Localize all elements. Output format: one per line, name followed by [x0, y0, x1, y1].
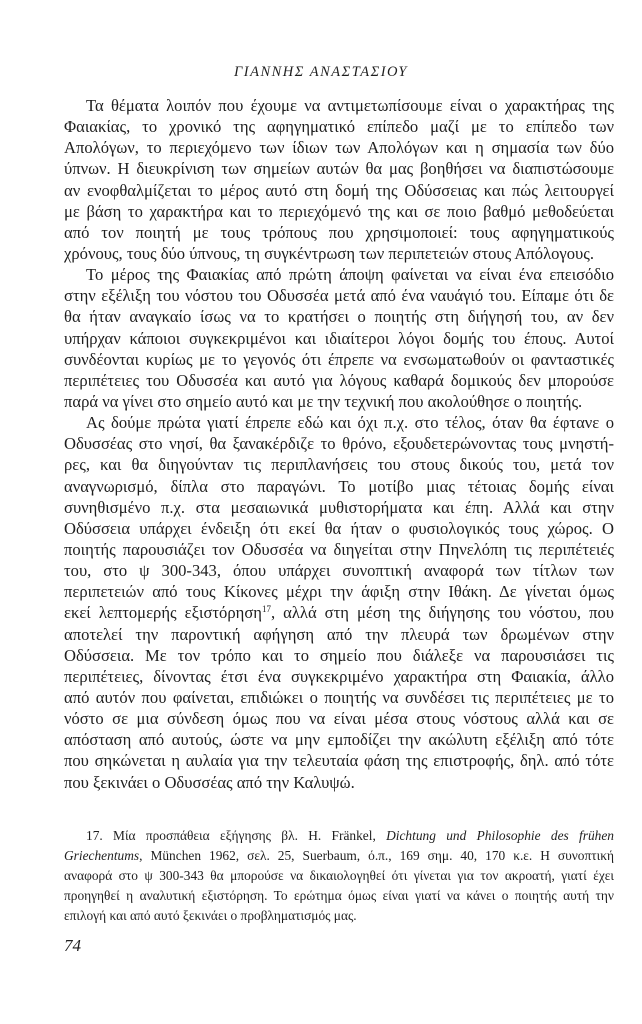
- text-line: που σηκώνεται η αυλαία για την τελευταία φάση της επιστροφής, δηλ. από τότε: [64, 751, 614, 771]
- text-line: απόσταση από αυτούς, ώστε να μην εμποδίζει την ακώλυτη εξέλιξη από τότε: [64, 730, 614, 750]
- text-line: Οδύσσεια. Με τον τρόπο και το σημείο που διάλεξε να παρουσιάσει τις: [64, 645, 614, 665]
- text-line: περιπετειών από τους Κίκονες μέχρι την άφιξη στην Ιθάκη. Δε γίνεται όμως: [64, 582, 614, 602]
- text-segment: 17. Μία προσπάθεια εξήγησης βλ. H. Fränkel,: [86, 828, 387, 843]
- text-line: νόστο σε μια σύνδεση όμως που να είναι μέσα στους νόστους αλλά και σε: [64, 709, 614, 729]
- text-line: ποιητής παρουσιάζει τον Οδυσσέα να διηγείται στην Πηνελόπη τις περιπέτειές: [64, 539, 614, 559]
- text-line: θα ήταν αναγκαίο ίσως να το κρατήσει ο ποιητής στη διήγησή του, αν δεν: [64, 307, 614, 327]
- text-line: αν ενοφθαλμίζεται το μέρος αυτό στη δομή της Οδύσσειας και πώς λειτουργεί: [64, 180, 614, 200]
- running-header: ΓΙΑΝΝΗΣ ΑΝΑΣΤΑΣΙΟΥ: [234, 64, 408, 80]
- text-line: Ας δούμε πρώτα γιατί έπρεπε εδώ και όχι π.χ. στο τέλος, όταν θα έφτανε ο: [86, 413, 614, 433]
- text-segment: Dichtung und Philosophie des frühen: [386, 828, 614, 843]
- text-segment: , αλλά στη μέση της διήγησης του νόστου, που: [270, 603, 614, 623]
- text-line: που ξεκινάει ο Οδυσσέας από την Καλυψώ.: [64, 772, 355, 792]
- footnote-line: επιλογή και από αυτό ξεκινάει ο προβληματισμός μας.: [64, 908, 357, 923]
- text-line: ύπνων. Η διευκρίνιση των σημείων αυτών θα μας βοηθήσει να διαπιστώσουμε: [64, 159, 614, 179]
- text-line: Τα θέματα λοιπόν που έχουμε να αντιμετωπίσουμε είναι ο χαρακτήρας της: [86, 96, 614, 115]
- footnotes: [64, 826, 614, 926]
- text-line: Οδυσσέας στο νησί, θα ξανακέρδιζε το θρόνο, εξουδετερώνοντας τους μνηστή-: [64, 434, 614, 454]
- text-line: στην εξέλιξη του νόστου του Οδυσσέα μετά από ένα ναυάγιό του. Είπαμε ότι δε: [64, 286, 614, 306]
- text-line: Οδύσσεια υπάρχει ένδειξη ότι εκεί θα ήταν ο φυσιολογικός τους χώρος. Ο: [64, 518, 614, 538]
- text-line: αναγνωρισμό, δίπλα στο παραγώνι. Το μοτίβο μιας τέτοιας δομής είναι: [64, 476, 614, 496]
- footnote-line: [64, 846, 614, 866]
- text-line: παρά να γίνει στο σημείο αυτό και με την τεχνική που ακολούθησε ο ποιητής.: [64, 391, 583, 411]
- text-line: περιπέτειες, δίνοντας έτσι ένα συγκεκριμένο χαρακτήρα στη Φαιακία, άλλο: [64, 666, 614, 686]
- text-line: συνδέονται κυρίως με το γεγονός ότι έπρεπε να ενσωματωθούν οι φανταστικές: [64, 349, 614, 369]
- text-line: του, στο ψ 300-343, όπου υπάρχει συνοπτική αναφορά των τίτλων των: [64, 561, 614, 581]
- text-line: από τον ποιητή με τους τρόπους που χρησιμοποιεί: τους αφηγηματικούς: [64, 222, 614, 242]
- text-line: [64, 602, 614, 623]
- text-segment: , München 1962, σελ. 25, Suerbaum, ό.π., 169 σημ. 40, 170 κ.ε. Η συνοπτική: [139, 848, 614, 863]
- text-line: συνηθισμένο π.χ. στα μεσαιωνικά μυθιστορήματα και έπη. Αλλά και στην: [64, 497, 614, 517]
- text-line: Φαιακίας, το χρονικό της αφηγηματικό επίπεδο μαζί με το επίπεδο των: [64, 117, 614, 137]
- text-line: Απολόγων, το περιεχόμενο των ίδιων των Απολόγων και η σημασία των δύο: [64, 138, 614, 158]
- text-line: υπήρχαν κάποιοι συγκεκριμένοι και ιδιαίτεροι λόγοι δομής του έπους. Αυτοί: [64, 328, 614, 348]
- footnote-reference: 17: [261, 604, 271, 615]
- text-line: Το μέρος της Φαιακίας από πρώτη άποψη φαίνεται να είναι ένα επεισόδιο: [86, 265, 614, 285]
- text-segment: Griechentums: [64, 848, 140, 863]
- footnote-line: [64, 826, 614, 846]
- page-number: 74: [64, 936, 81, 955]
- footnote-line: αναφορά στο ψ 300-343 θα μπορούσε να δικαιολογηθεί ότι γίνεται για τον ακροατή, γιατί έχει: [64, 868, 614, 883]
- body-text: [64, 95, 614, 793]
- text-line: ρες, και θα διηγούνταν τις περιπλανήσεις του στους δικούς του, μετά τον: [64, 455, 614, 475]
- text-segment: εκεί λεπτομερής εξιστόρηση: [64, 603, 262, 623]
- text-line: από αυτόν που φαίνεται, επιδιώκει ο ποιητής να συνδέσει τις περιπέτειες με το: [64, 687, 614, 707]
- text-line: περιπέτειες του Οδυσσέα και αυτό για λόγους καθαρά δομικούς δεν μπορούσε: [64, 370, 614, 390]
- text-line: με βάση το χαρακτήρα και το περιεχόμενό της και σε ποιο βαθμό μεθοδεύεται: [64, 201, 614, 221]
- text-line: αποτελεί την παροντική αφήγηση από την πλευρά των δρωμένων στην: [64, 624, 614, 644]
- text-line: χρόνους, τους δύο ύπνους, τη συγκέντρωση των περιπετειών στους Απόλογους.: [64, 243, 594, 263]
- footnote-line: προηγηθεί η αναλυτική εξιστόρηση. Το ερώτημα όμως είναι γιατί να κάνει ο ποιητής αυτή την: [64, 888, 614, 903]
